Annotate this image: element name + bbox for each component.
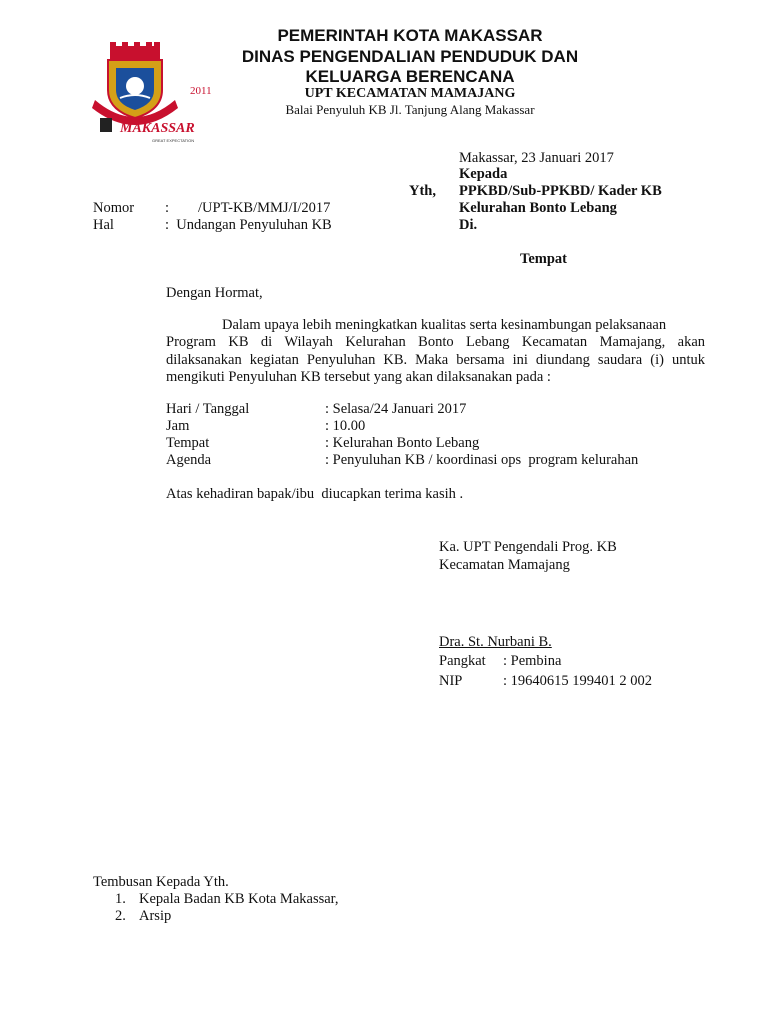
logo-tagline: GREAT EXPECTATION (152, 138, 195, 143)
signatory-name: Dra. St. Nurbani B. (439, 634, 552, 650)
cc-item-number: 1. (115, 891, 126, 907)
closing-sentence: Atas kehadiran bapak/ibu diucapkan terima kasih . (166, 486, 464, 502)
cc-heading: Tembusan Kepada Yth. (93, 874, 229, 890)
detail-value: : Kelurahan Bonto Lebang (325, 435, 480, 451)
nip-value: : 19640615 199401 2 002 (503, 673, 653, 689)
cc-item-number: 2. (115, 908, 126, 924)
signature-title2: Kecamatan Mamajang (439, 557, 570, 573)
letterhead-line1: PEMERINTAH KOTA MAKASSAR (277, 26, 543, 45)
recipient-line2: Kelurahan Bonto Lebang (459, 200, 617, 216)
logo-wordmark: MAKASSAR (120, 121, 195, 136)
detail-value: : 10.00 (325, 418, 366, 434)
hal-label: Hal (93, 217, 114, 233)
nip-label: NIP (439, 673, 463, 689)
detail-value: : Penyuluhan KB / koordinasi ops program kelurahan (325, 452, 639, 468)
place-date: Makassar, 23 Januari 2017 (459, 150, 614, 166)
yth-label: Yth, (409, 183, 436, 199)
paragraph-line1: Dalam upaya lebih meningkatkan kualitas serta kesinambungan pelaksanaan (222, 317, 667, 333)
paragraph-line3: dilaksanakan kegiatan Penyuluhan KB. Maka bersama ini diundang saudara (i) untuk (166, 352, 705, 368)
letterhead-line4: UPT KECAMATAN MAMAJANG (304, 86, 516, 101)
detail-label: Agenda (166, 452, 212, 468)
letterhead-line2: DINAS PENGENDALIAN PENDUDUK DAN (241, 47, 579, 66)
pangkat-value: : Pembina (503, 653, 562, 669)
detail-label: Hari / Tanggal (166, 401, 250, 417)
logo-year: 2011 (190, 85, 212, 97)
detail-value: : Selasa/24 Januari 2017 (325, 401, 467, 417)
recipient-line1: PPKBD/Sub-PPKBD/ Kader KB (459, 183, 662, 199)
pangkat-label: Pangkat (439, 653, 486, 669)
detail-label: Jam (166, 418, 190, 434)
city-logo (90, 38, 220, 148)
letterhead-line3: KELUARGA BERENCANA (305, 67, 515, 86)
nomor-label: Nomor (93, 200, 135, 216)
nomor-value: : /UPT-KB/MMJ/I/2017 (165, 200, 331, 216)
kepada-label: Kepada (459, 166, 508, 182)
detail-label: Tempat (166, 435, 210, 451)
paragraph-line2: Program KB di Wilayah Kelurahan Bonto Lebang Kecamatan Mamajang, akan (166, 334, 705, 350)
signature-title1: Ka. UPT Pengendali Prog. KB (439, 539, 617, 555)
paragraph-line4: mengikuti Penyuluhan KB tersebut yang akan dilaksanakan pada : (166, 369, 551, 385)
cc-item: Kepala Badan KB Kota Makassar, (139, 891, 339, 907)
recipient-tempat: Tempat (520, 251, 567, 267)
recipient-di: Di. (459, 217, 478, 233)
hal-value: : Undangan Penyuluhan KB (165, 217, 332, 233)
salutation: Dengan Hormat, (166, 285, 263, 301)
cc-item: Arsip (139, 908, 172, 924)
letterhead-address: Balai Penyuluh KB Jl. Tanjung Alang Makassar (285, 102, 535, 117)
